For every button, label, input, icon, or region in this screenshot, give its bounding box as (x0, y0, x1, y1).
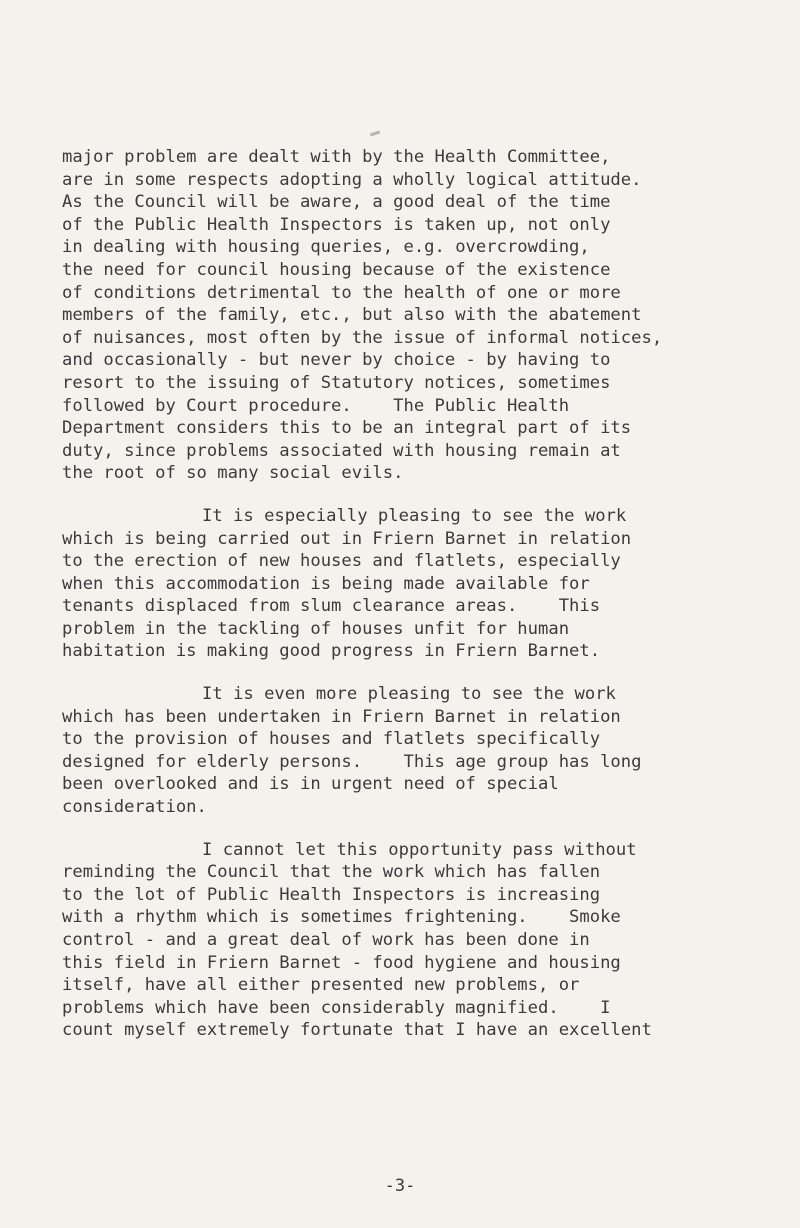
paragraph-1 (62, 146, 782, 485)
text-line: habitation is making good progress in Friern Barnet. (62, 641, 601, 662)
text-line: which is being carried out in Friern Barnet in relation (62, 528, 632, 549)
text-line: As the Council will be aware, a good deal of the time (62, 192, 611, 213)
paragraph-2 (62, 505, 782, 663)
text-line: the need for council housing because of the existence (62, 259, 611, 280)
text-line: and occasionally - but never by choice - by having to (62, 350, 611, 371)
text-line: this field in Friern Barnet - food hygiene and housing (62, 952, 621, 973)
text-line: followed by Court procedure. The Public Health (62, 395, 570, 416)
text-line: of conditions detrimental to the health of one or more (62, 282, 621, 303)
text-line: I cannot let this opportunity pass without (202, 839, 637, 860)
text-line: reminding the Council that the work which has fallen (62, 862, 601, 883)
text-line: which has been undertaken in Friern Barnet in relation (62, 706, 621, 727)
body-text (62, 146, 782, 1042)
page-number: -3- (384, 1176, 416, 1196)
text-line: major problem are dealt with by the Health Committee, (62, 147, 611, 167)
text-line: It is especially pleasing to see the work (202, 505, 627, 526)
text-line: duty, since problems associated with housing remain at (62, 440, 621, 461)
text-line: control - and a great deal of work has been done in (62, 930, 590, 950)
text-line: consideration. (62, 797, 207, 818)
text-line: problem in the tackling of houses unfit for human (62, 618, 570, 639)
text-line: designed for elderly persons. This age group has long (62, 751, 642, 772)
text-line: resort to the issuing of Statutory notices, sometimes (62, 372, 611, 393)
text-line: itself, have all either presented new problems, or (62, 975, 580, 996)
paragraph-4 (62, 839, 782, 1042)
text-line: to the erection of new houses and flatlets, especially (62, 551, 621, 572)
paragraph-3 (62, 683, 782, 819)
text-line: Department considers this to be an integral part of its (62, 418, 632, 439)
text-line: with a rhythm which is sometimes frightening. Smoke (62, 907, 621, 928)
text-line: to the provision of houses and flatlets specifically (62, 729, 601, 750)
text-line: when this accommodation is being made available for (62, 573, 590, 594)
text-line: members of the family, etc., but also with the abatement (62, 305, 642, 326)
text-line: to the lot of Public Health Inspectors is increasing (62, 884, 601, 905)
ink-mark (370, 131, 380, 137)
text-line: It is even more pleasing to see the work (202, 684, 616, 705)
text-line: been overlooked and is in urgent need of special (62, 774, 559, 795)
text-line: problems which have been considerably magnified. I (62, 997, 611, 1018)
text-line: the root of so many social evils. (62, 463, 404, 484)
text-line: in dealing with housing queries, e.g. overcrowding, (62, 237, 590, 258)
text-line: count myself extremely fortunate that I have an excellent (62, 1020, 652, 1041)
text-line: are in some respects adopting a wholly logical attitude. (62, 169, 642, 190)
text-line: tenants displaced from slum clearance areas. This (62, 596, 601, 617)
text-line: of nuisances, most often by the issue of informal notices, (62, 327, 663, 348)
text-line: of the Public Health Inspectors is taken up, not only (62, 214, 611, 235)
